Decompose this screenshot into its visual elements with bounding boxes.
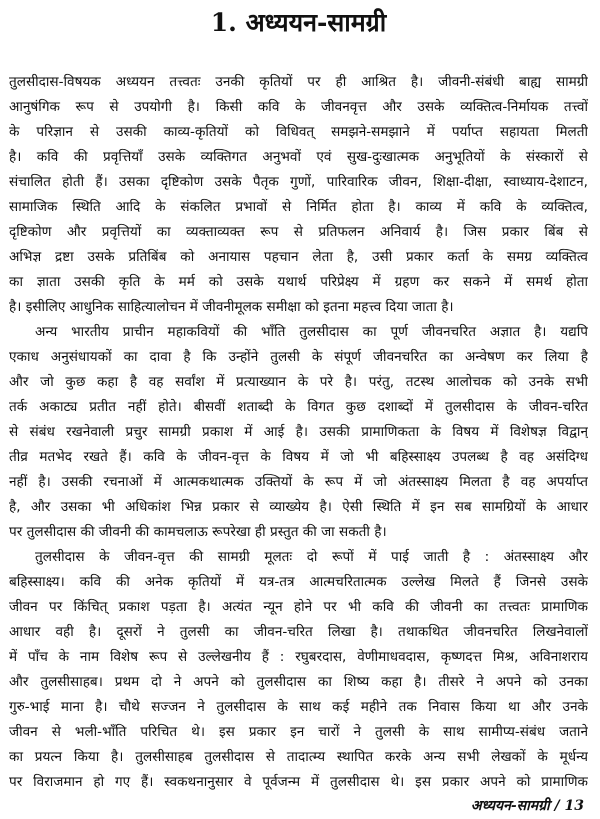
text-line: का प्रयत्न किया है। तुलसीसाहब तुलसीदास से तादात्म्य स्थापित करके अन्य सभी लेखकों के मूर्धन्य (9, 749, 588, 765)
text-line: नहीं है। उसकी रचनाओं में आत्मकथात्मक उक्तियों के रूप में जो अंतस्साक्ष्य मिलता है वह अपर्याप्त (9, 474, 588, 490)
text-line: बहिस्साक्ष्य। कवि की अनेक कृतियों में यत्र-तत्र आत्मचरितात्मक उल्लेख मिलते हैं जिनसे उसके (9, 574, 588, 590)
text-line: और तुलसीसाहब। प्रथम दो ने अपने को तुलसीदास का शिष्य कहा है। तीसरे ने अपने को उनका (9, 674, 588, 690)
page-footer (471, 796, 584, 815)
text-line: है, और उसका भी अधिकांश भिन्न प्रकार से व्याख्येय है। ऐसी स्थिति में इन सब सामग्रियों के आधार (9, 499, 588, 515)
text-line: एकाध अनुसंधायकों का दावा है कि उन्होंने तुलसी के संपूर्ण जीवनचरित का अन्वेषण कर लिया है (9, 349, 588, 365)
text-line: संचालित होती हैं। उसका दृष्टिकोण उसके पैतृक गुणों, पारिवारिक जीवन, शिक्षा-दीक्षा, स्वाध्याय-देशाटन, (9, 174, 588, 190)
text-line: तीव्र मतभेद रखते हैं। कवि के जीवन-वृत्त के विषय में जो भी बहिस्साक्ष्य उपलब्ध है वह असंदिग्ध (9, 449, 588, 465)
text-line: पर तुलसीदास की जीवनी की कामचलाऊ रूपरेखा ही प्रस्तुत की जा सकती है। (9, 524, 387, 540)
text-line: जीवन से भली-भाँति परिचित थे। इस प्रकार इन चारों ने तुलसी के साथ सामीप्य-संबंध जताने (9, 724, 588, 740)
text-line: अन्य भारतीय प्राचीन महाकवियों की भाँति तुलसीदास का पूर्ण जीवनचरित अज्ञात है। यद्यपि (35, 324, 588, 340)
chapter-title: 1. अध्ययन-सामग्री (210, 8, 387, 37)
text-line: जीवन पर किंचित् प्रकाश पड़ता है। अत्यंत न्यून होने पर भी कवि की जीवनी का तत्त्वतः प्रामाणिक (9, 599, 588, 615)
text-line: पर विराजमान हो गए हैं। स्वकथनानुसार वे पूर्वजन्म में तुलसीदास थे। इस प्रकार अपने को प्रामाणिक (9, 774, 588, 790)
text-line: में पाँच के नाम विशेष रूप से उल्लेखनीय हैं : रघुबरदास, वेणीमाधवदास, कृष्णदत्त मिश्र, अविनाशराय (9, 649, 588, 665)
text-line: दृष्टिकोण और प्रवृत्तियों का व्यक्ताव्यक्त रूप से प्रतिफलन अनिवार्य है। जिस प्रकार बिंब से (9, 224, 588, 240)
text-line: अभिज्ञ द्रष्टा उसके प्रतिबिंब को अनायास पहचान लेता है, उसी प्रकार कर्ता के समग्र व्यक्तित्व (9, 249, 588, 265)
text-line: है। इसीलिए आधुनिक साहित्यालोचन में जीवनीमूलक समीक्षा को इतना महत्त्व दिया जाता है। (9, 299, 454, 315)
footer-separator: / (554, 798, 560, 814)
text-line: और जो कुछ कहा है वह सर्वांश में प्रत्याख्यान के परे है। परंतु, तटस्थ आलोचक को उनके सभी (9, 374, 588, 390)
running-title: अध्ययन-सामग्री (470, 798, 550, 814)
text-line: से संबंध रखनेवाली प्रचुर सामग्री प्रकाश में आई है। उसकी प्रामाणिकता के विषय में विशेषज्ञ विद्वान् (9, 424, 588, 440)
text-line: तुलसीदास-विषयक अध्ययन तत्त्वतः उनकी कृतियों पर ही आश्रित है। जीवनी-संबंधी बाह्य सामग्री (9, 74, 588, 90)
page-number: 13 (564, 798, 584, 814)
text-line: गुरु-भाई माना है। चौथे सज्जन ने तुलसीदास के साथ कई महीने तक निवास किया था और उनके (9, 699, 588, 715)
text-line: आधार वही है। दूसरों ने तुलसी का जीवन-चरित लिखा है। तथाकथित जीवनचरित लिखनेवालों (9, 624, 588, 640)
text-line: तुलसीदास के जीवन-वृत्त की सामग्री मूलतः दो रूपों में पाई जाती है : अंतस्साक्ष्य और (35, 549, 588, 565)
text-line: के परिज्ञान से उसकी काव्य-कृतियों को विधिवत् समझने-समझाने में पर्याप्त सहायता मिलती (9, 124, 588, 140)
text-line: सामाजिक स्थिति आदि के संकलित प्रभावों से निर्मित होता है। काव्य में कवि के व्यक्तित्व, (9, 199, 588, 215)
text-line: आनुषंगिक रूप से उपयोगी है। किसी कवि के जीवनवृत्त और उसके व्यक्तित्व-निर्मायक तत्त्वों (9, 99, 588, 115)
body-text (9, 70, 588, 795)
text-line: है। कवि की प्रवृत्तियाँ उसके व्यक्तिगत अनुभवों एवं सुख-दुःखात्मक अनुभूतियों के संस्कारों से (9, 149, 588, 165)
text-line: तर्क अकाट्य प्रतीत नहीं होते। बीसवीं शताब्दी के विगत कुछ दशाब्दों में तुलसीदास के जीवन-चरित (9, 399, 588, 415)
text-line: का ज्ञाता उसकी कृति के मर्म को उसके यथार्थ परिप्रेक्ष्य में ग्रहण कर सकने में समर्थ होता (9, 274, 588, 290)
